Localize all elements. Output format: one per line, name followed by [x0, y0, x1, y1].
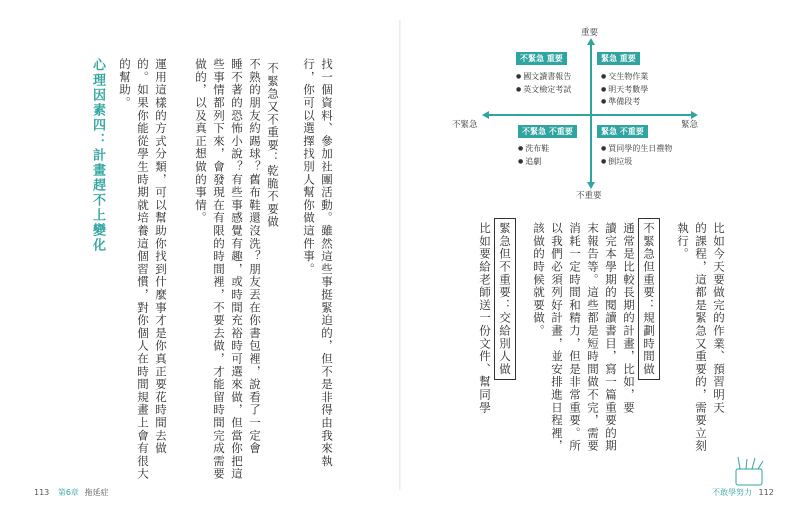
- list-item: ● 明天考數學: [601, 84, 648, 97]
- right-column-1: 比如今天要做完的作業、預習明天: [712, 222, 726, 414]
- right-column-9: 以我們必須列好計畫，並安排進日程裡，: [550, 222, 564, 453]
- horizontal-axis: [488, 114, 692, 116]
- left-column-1: 找一個資料、參加社團活動。雖然這些事挺緊迫的，但不是非得由我來執: [320, 58, 334, 468]
- arrow-down-icon: [587, 182, 595, 189]
- quadrant-title-not-urgent-not-important: 不緊急 不重要: [518, 125, 577, 138]
- left-column-10: 的幫助。: [118, 58, 132, 110]
- subheading-not-urgent-not-important: 不緊急又不重要：乾脆不要做: [266, 62, 280, 229]
- section-title: 心理因素四：計畫趕不上變化: [90, 58, 105, 253]
- right-column-2: 的課程，這都是緊急又重要的，需要立刻: [694, 222, 708, 453]
- list-item: ● 交生物作業: [601, 71, 648, 84]
- right-column-10: 該做的時候就要做。: [532, 222, 546, 338]
- left-column-7: 做的，以及真正想做的事情。: [194, 58, 208, 225]
- right-folio: [712, 487, 774, 498]
- axis-label-urgent: 緊急: [681, 120, 699, 130]
- quadrant-list-urgent-important: [601, 71, 648, 109]
- list-item: ● 倒垃圾: [601, 156, 672, 169]
- arrow-up-icon: [587, 38, 595, 45]
- left-column-5: 睡不著的恐怖小說？有些事感覺有趣，或時間充裕時可選來做，但當你把這: [230, 58, 244, 481]
- subheading-not-urgent-important: 不緊急但重要：規劃時間做: [638, 218, 660, 380]
- quadrant-title-urgent-not-important: 緊急 不重要: [597, 125, 648, 138]
- axis-label-not-important: 不重要: [576, 191, 602, 201]
- chapter-title: 拖延症: [84, 488, 109, 497]
- quadrant-list-urgent-not-important: [601, 143, 672, 168]
- subheading-urgent-not-important: 緊急但不重要：交給別人做: [494, 218, 516, 380]
- right-column-5: 通常是比較長期的計畫，比如，要: [622, 222, 636, 414]
- left-column-6: 些事情都列下來，會發現在有限的時間裡，不要去做，才能留時間完成需要: [212, 58, 226, 481]
- page-gutter: [399, 20, 401, 490]
- right-column-8: 消耗一定時間和精力，但是非常重要。所: [568, 222, 582, 453]
- chapter-label: 第6章: [57, 488, 79, 497]
- list-item: ● 準備段考: [601, 96, 648, 109]
- list-item: ● 洗布鞋: [518, 143, 549, 156]
- urgency-importance-diagram: [452, 28, 718, 201]
- list-item: ● 買同學的生日禮物: [601, 143, 672, 156]
- list-item: ● 國文讀書報告: [516, 71, 571, 84]
- axis-label-not-urgent: 不緊急: [452, 120, 478, 130]
- left-column-2: 行，你可以選擇找別人幫你做這件事。: [302, 58, 316, 276]
- pencil-cup-icon: [730, 455, 770, 487]
- right-column-3: 執行。: [676, 222, 690, 261]
- axis-label-important: 重要: [581, 28, 599, 38]
- left-column-8: 運用這樣的方式分類，可以幫助你找到什麼事才是你真正要花時間去做: [154, 58, 168, 455]
- quadrant-list-not-urgent-not-important: [518, 143, 549, 168]
- right-column-7: 末報告等。這些都是短時間做不完，需要: [586, 222, 600, 453]
- left-folio: [34, 487, 108, 498]
- right-column-6: 讀完本學期的閱讀書目，寫一篇重要的期: [604, 222, 618, 453]
- arrow-left-icon: [482, 111, 489, 119]
- page-number: 112: [758, 488, 774, 497]
- quadrant-title-urgent-important: 緊急 重要: [597, 52, 640, 65]
- right-column-12: 比如要給老師送一份文件、幫同學: [478, 222, 492, 414]
- book-title: 不敢學努力: [712, 488, 752, 497]
- page-number: 113: [34, 488, 50, 497]
- list-item: ● 英文檢定考試: [516, 84, 571, 97]
- left-column-4: 不熟的朋友約踢球？舊布鞋還沒洗？朋友丟在你書包裡，說看了一定會: [248, 58, 262, 455]
- list-item: ● 追劇: [518, 156, 549, 169]
- quadrant-list-not-urgent-important: [516, 71, 571, 96]
- quadrant-title-not-urgent-important: 不緊急 重要: [516, 52, 567, 65]
- left-column-9: 的。如果你能從學生時期就培養這個習慣，對你個人在時間規畫上會有很大: [136, 58, 150, 481]
